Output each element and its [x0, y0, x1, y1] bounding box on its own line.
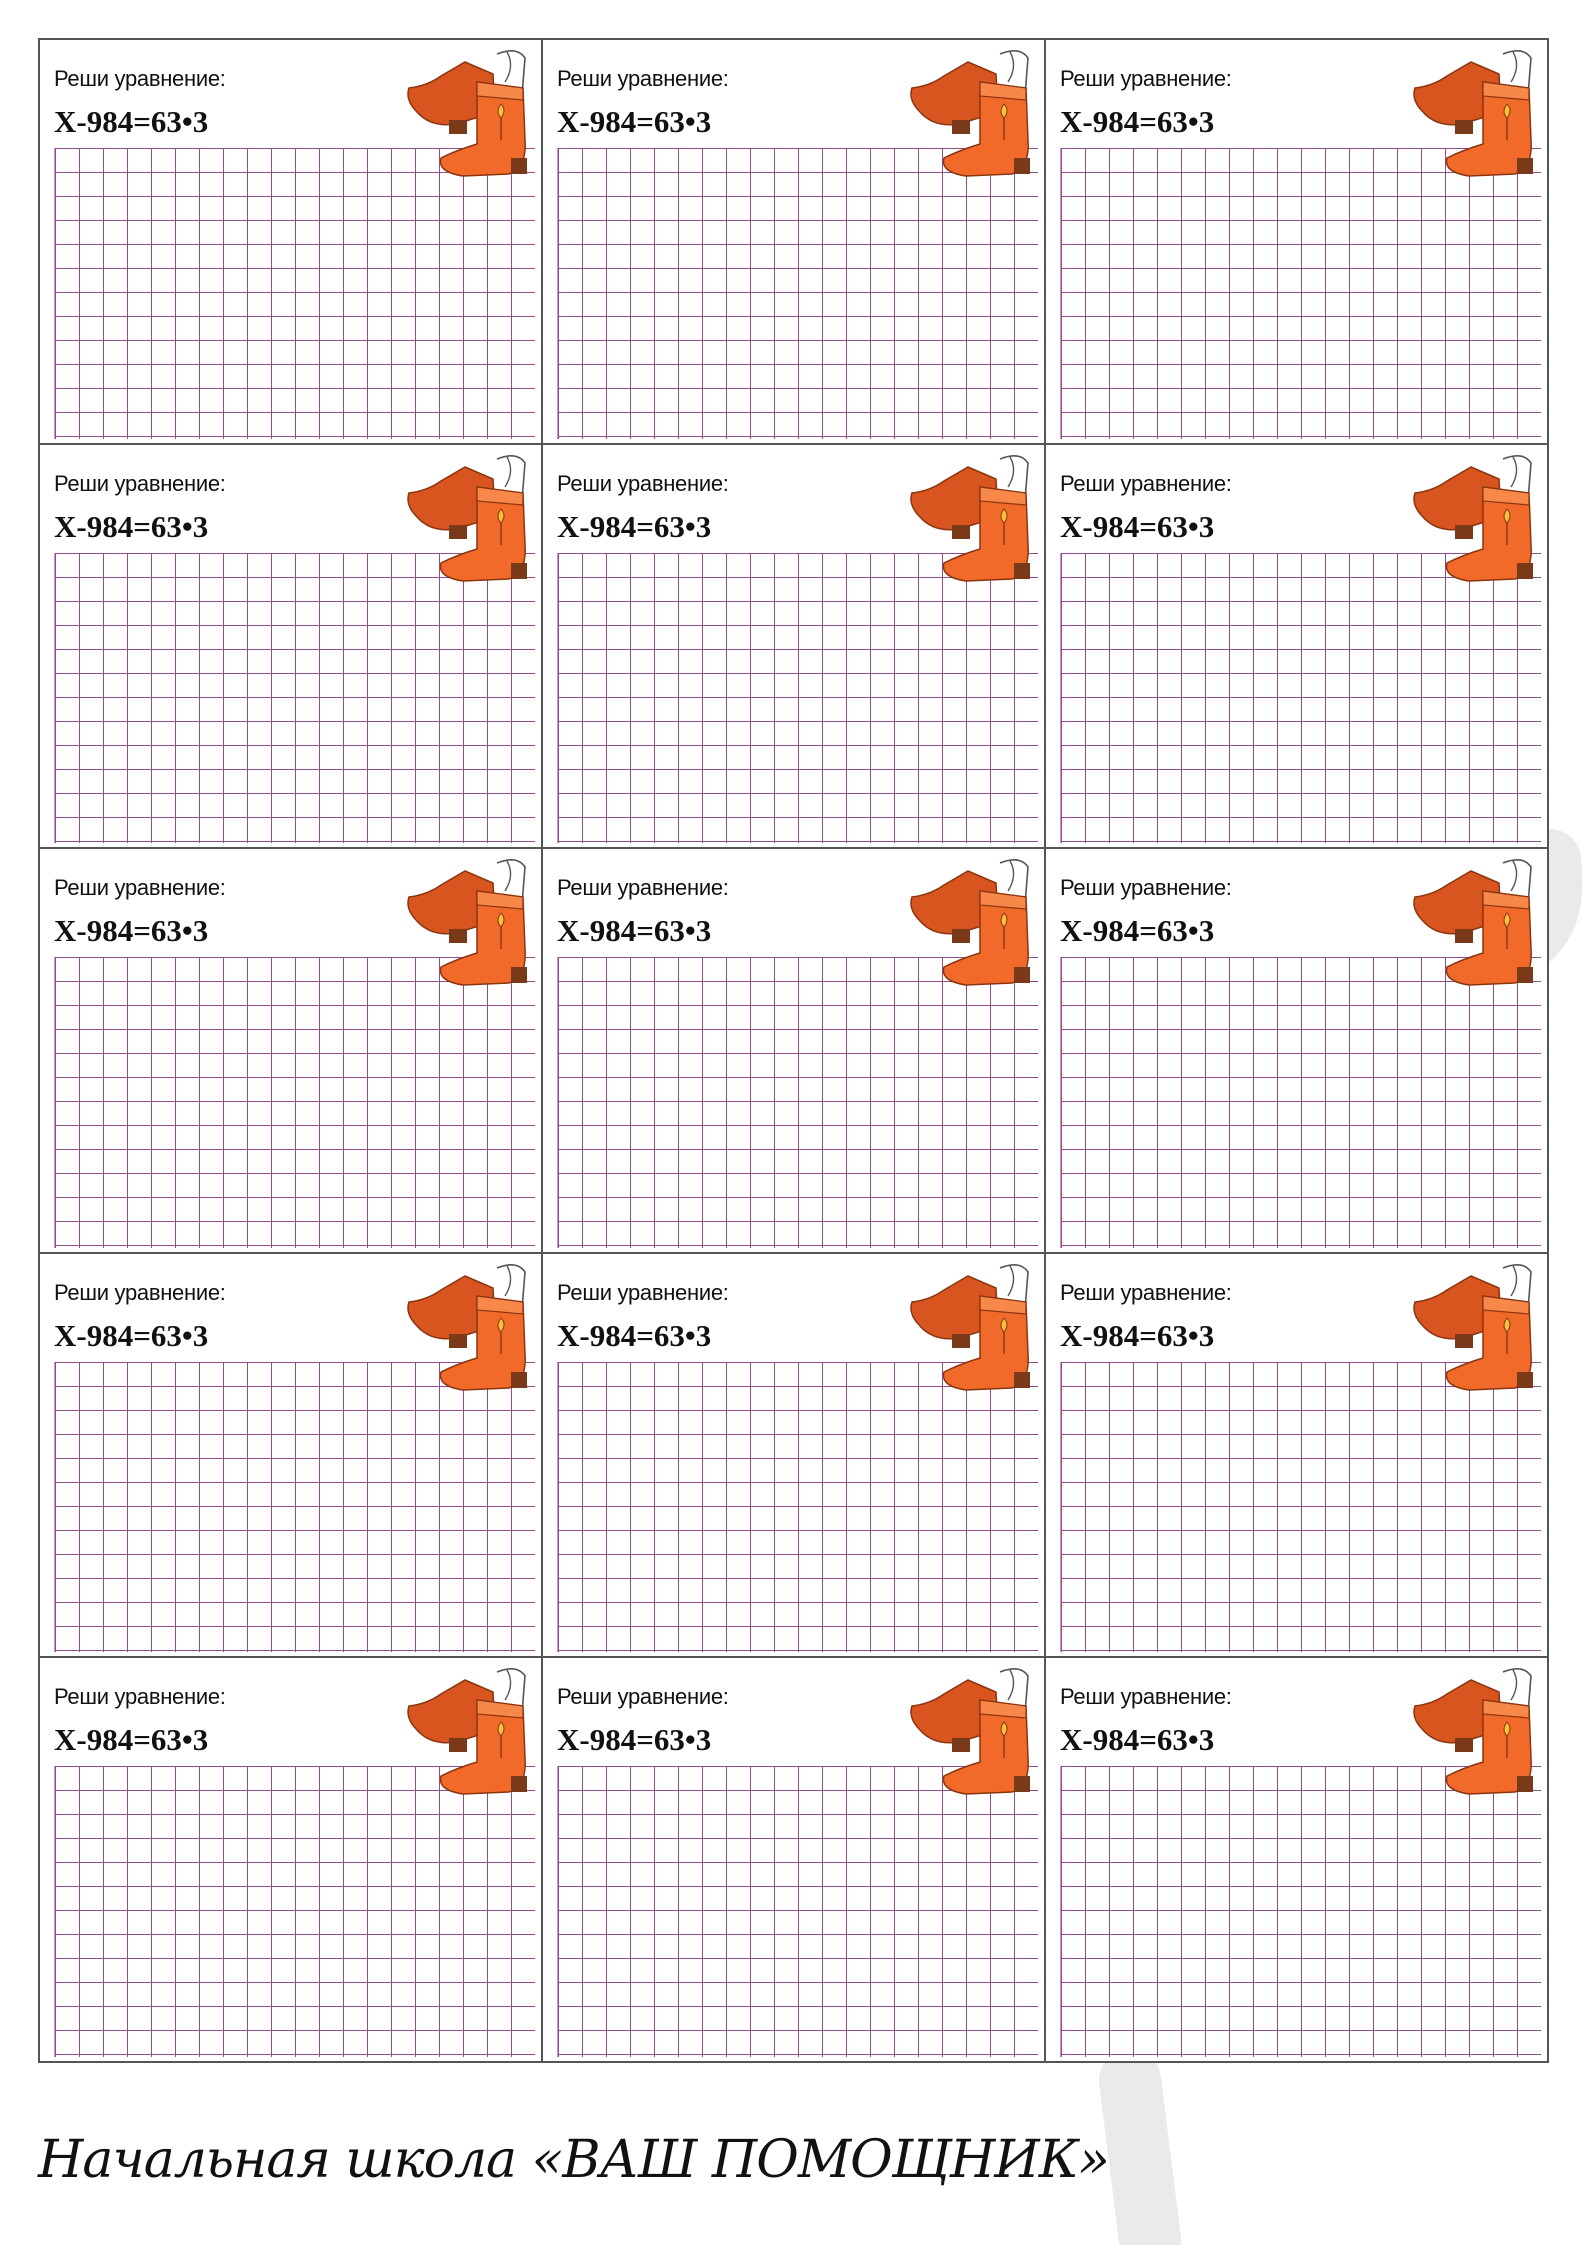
boots-icon	[900, 1666, 1038, 1806]
card-equation: X-984=63•3	[1060, 509, 1220, 545]
card-equation: X-984=63•3	[1060, 1318, 1220, 1354]
equation-card	[39, 39, 542, 444]
graph-paper-grid[interactable]	[54, 553, 535, 844]
equation-card	[542, 1253, 1045, 1658]
card-prompt: Реши уравнение:	[54, 471, 230, 497]
card-equation: X-984=63•3	[54, 913, 214, 949]
card-equation: X-984=63•3	[54, 104, 214, 140]
equation-card	[1045, 848, 1548, 1253]
card-prompt: Реши уравнение:	[557, 1684, 733, 1710]
card-prompt: Реши уравнение:	[1060, 471, 1236, 497]
graph-paper-grid[interactable]	[54, 1766, 535, 2057]
card-prompt: Реши уравнение:	[557, 471, 733, 497]
card-prompt: Реши уравнение:	[1060, 66, 1236, 92]
graph-paper-grid[interactable]	[557, 553, 1038, 844]
graph-paper-grid[interactable]	[1060, 1766, 1541, 2057]
boots-icon	[397, 1666, 535, 1806]
boots-icon	[900, 48, 1038, 188]
boots-icon	[1403, 1666, 1541, 1806]
boots-icon	[1403, 857, 1541, 997]
card-equation: X-984=63•3	[557, 509, 717, 545]
boots-icon	[900, 1262, 1038, 1402]
graph-paper-grid[interactable]	[1060, 1362, 1541, 1653]
card-equation: X-984=63•3	[54, 1318, 214, 1354]
equation-card	[542, 848, 1045, 1253]
card-prompt: Реши уравнение:	[1060, 1684, 1236, 1710]
graph-paper-grid[interactable]	[557, 957, 1038, 1248]
graph-paper-grid[interactable]	[557, 1766, 1038, 2057]
card-prompt: Реши уравнение:	[557, 1280, 733, 1306]
equation-card	[1045, 1657, 1548, 2062]
card-prompt: Реши уравнение:	[54, 1684, 230, 1710]
equation-card	[39, 444, 542, 849]
equation-card	[39, 1253, 542, 1658]
card-prompt: Реши уравнение:	[54, 875, 230, 901]
boots-icon	[900, 857, 1038, 997]
boots-icon	[397, 453, 535, 593]
equation-card	[542, 1657, 1045, 2062]
footer-title: Начальная школа «ВАШ ПОМОЩНИК»	[38, 2130, 1109, 2190]
card-prompt: Реши уравнение:	[54, 1280, 230, 1306]
boots-icon	[1403, 48, 1541, 188]
boots-icon	[900, 453, 1038, 593]
boots-icon	[1403, 453, 1541, 593]
card-equation: X-984=63•3	[1060, 913, 1220, 949]
graph-paper-grid[interactable]	[54, 148, 535, 439]
graph-paper-grid[interactable]	[557, 1362, 1038, 1653]
card-prompt: Реши уравнение:	[557, 875, 733, 901]
boots-icon	[397, 48, 535, 188]
graph-paper-grid[interactable]	[557, 148, 1038, 439]
equation-card	[1045, 39, 1548, 444]
graph-paper-grid[interactable]	[1060, 957, 1541, 1248]
card-prompt: Реши уравнение:	[54, 66, 230, 92]
card-equation: X-984=63•3	[557, 104, 717, 140]
equation-card	[1045, 444, 1548, 849]
boots-icon	[1403, 1262, 1541, 1402]
equation-card	[39, 848, 542, 1253]
boots-icon	[397, 1262, 535, 1402]
card-prompt: Реши уравнение:	[1060, 1280, 1236, 1306]
card-prompt: Реши уравнение:	[557, 66, 733, 92]
equation-card	[1045, 1253, 1548, 1658]
boots-icon	[397, 857, 535, 997]
card-equation: X-984=63•3	[1060, 1722, 1220, 1758]
card-prompt: Реши уравнение:	[1060, 875, 1236, 901]
card-equation: X-984=63•3	[557, 1722, 717, 1758]
equation-card	[542, 39, 1045, 444]
graph-paper-grid[interactable]	[54, 957, 535, 1248]
card-equation: X-984=63•3	[1060, 104, 1220, 140]
equation-card	[39, 1657, 542, 2062]
worksheet-grid	[38, 38, 1549, 2063]
graph-paper-grid[interactable]	[1060, 148, 1541, 439]
card-equation: X-984=63•3	[54, 1722, 214, 1758]
card-equation: X-984=63•3	[54, 509, 214, 545]
equation-card	[542, 444, 1045, 849]
card-equation: X-984=63•3	[557, 913, 717, 949]
card-equation: X-984=63•3	[557, 1318, 717, 1354]
graph-paper-grid[interactable]	[54, 1362, 535, 1653]
graph-paper-grid[interactable]	[1060, 553, 1541, 844]
